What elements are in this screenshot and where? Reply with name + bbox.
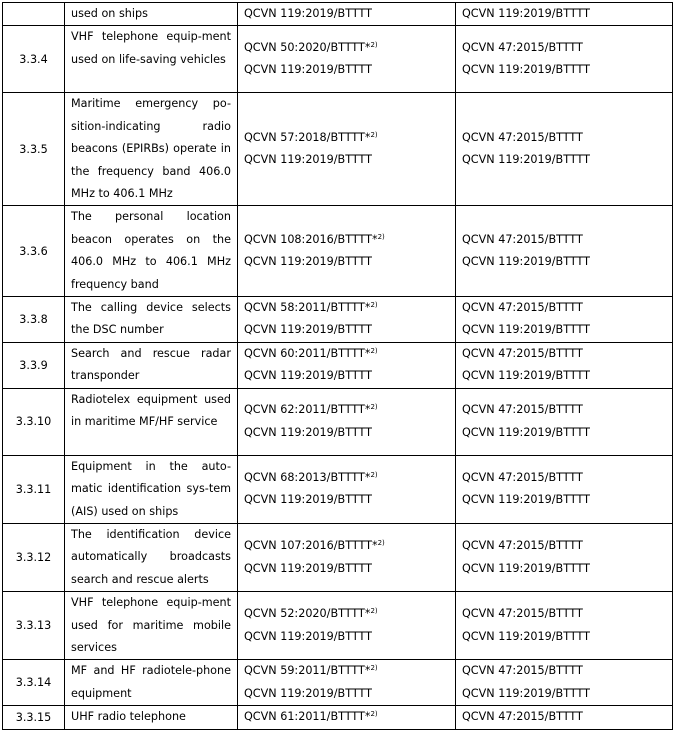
table-row (3, 523, 673, 591)
standard-code (462, 59, 672, 81)
standard-code (244, 59, 455, 81)
table-row (3, 3, 673, 26)
standard-code (244, 319, 455, 341)
clause-number: 3.3.12 (3, 523, 65, 591)
standard-code (244, 626, 455, 648)
standard-code (244, 683, 455, 705)
standard-code-text: QCVN 119:2019/BTTTT (462, 323, 590, 337)
standard-code-text: QCVN 119:2019/BTTTT (462, 493, 590, 507)
standard-code-text: QCVN 50:2020/BTTTT* (244, 41, 371, 54)
standards-table-body (3, 3, 673, 730)
standard-code (244, 489, 455, 511)
standard-code-text: QCVN 119:2019/BTTTT (244, 629, 372, 643)
equipment-description: Equipment in the auto-matic identification sys-tem (AIS) used on ships (65, 455, 238, 523)
footnote-mark: 2) (370, 403, 378, 412)
reference-standard-cell (456, 523, 673, 591)
standard-code (462, 683, 672, 705)
standard-code-text: QCVN 57:2018/BTTTT* (244, 131, 371, 145)
standard-code (462, 365, 672, 387)
standard-code-text: QCVN 58:2011/BTTTT* (244, 301, 371, 315)
table-row (3, 388, 673, 455)
footnote-mark: 2) (370, 710, 378, 719)
equipment-description: The identification device automatically broadcasts search and rescue alerts (65, 523, 238, 591)
table-row (3, 342, 673, 388)
standard-code (244, 660, 455, 682)
standard-code-text: QCVN 119:2019/BTTTT (462, 425, 590, 439)
standard-code (462, 399, 672, 421)
standard-code-text: QCVN 119:2019/BTTTT (244, 255, 372, 269)
clause-number: 3.3.13 (3, 592, 65, 660)
standard-code-text: QCVN 119:2019/BTTTT (244, 425, 372, 439)
applicable-standard-cell (238, 660, 456, 706)
standard-code-text: QCVN 119:2019/BTTTT (244, 369, 372, 383)
standard-code (244, 365, 455, 387)
clause-number: 3.3.5 (3, 93, 65, 206)
standard-code-text: QCVN 47:2015/BTTTT (462, 710, 583, 724)
standard-code (244, 706, 455, 728)
footnote-mark: 2) (377, 232, 385, 241)
standard-code (462, 626, 672, 648)
equipment-description: The personal location beacon operates on the 406.0 MHz to 406.1 MHz frequency band (65, 206, 238, 297)
standard-code (244, 229, 455, 251)
standard-code-text: QCVN 107:2016/BTTTT* (244, 539, 378, 553)
footnote-mark: 2) (370, 470, 378, 479)
applicable-standard-cell (238, 26, 456, 93)
standard-code (244, 603, 455, 625)
standard-code-text: QCVN 47:2015/BTTTT (462, 41, 583, 54)
standard-code (244, 558, 455, 580)
clause-number: 3.3.4 (3, 26, 65, 93)
standard-code-text: QCVN 47:2015/BTTTT (462, 232, 583, 246)
standard-code-text: QCVN 47:2015/BTTTT (462, 539, 583, 553)
reference-standard-cell (456, 388, 673, 455)
standard-code-text: QCVN 119:2019/BTTTT (462, 153, 590, 167)
standard-code (244, 399, 455, 421)
standard-code-text: QCVN 119:2019/BTTTT (462, 7, 590, 20)
equipment-description: Radiotelex equipment used in maritime MF/HF service (65, 388, 238, 455)
standard-code (462, 319, 672, 341)
standard-code-text: QCVN 119:2019/BTTTT (244, 493, 372, 507)
applicable-standard-cell (238, 342, 456, 388)
equipment-description: Maritime emergency po-sition-indicating radio beacons (EPIRBs) operate in the frequency band 406.0 MHz to 406.1 MHz (65, 93, 238, 206)
reference-standard-cell (456, 455, 673, 523)
clause-number: 3.3.9 (3, 342, 65, 388)
table-row (3, 26, 673, 93)
standard-code (462, 467, 672, 489)
standard-code (244, 251, 455, 273)
applicable-standard-cell (238, 93, 456, 206)
clause-number: 3.3.8 (3, 297, 65, 343)
standard-code-text: QCVN 119:2019/BTTTT (244, 686, 372, 700)
standard-code-text: QCVN 119:2019/BTTTT (244, 7, 372, 20)
standard-code-text: QCVN 108:2016/BTTTT* (244, 232, 378, 246)
standard-code-text: QCVN 47:2015/BTTTT (462, 403, 583, 417)
standard-code (462, 229, 672, 251)
standard-code (244, 535, 455, 557)
standard-code-text: QCVN 119:2019/BTTTT (244, 561, 372, 575)
standard-code-text: QCVN 119:2019/BTTTT (462, 561, 590, 575)
standard-code-text: QCVN 119:2019/BTTTT (462, 63, 590, 77)
standard-code-text: QCVN 119:2019/BTTTT (462, 629, 590, 643)
standard-code-text: QCVN 119:2019/BTTTT (244, 153, 372, 167)
standard-code (462, 660, 672, 682)
reference-standard-cell (456, 297, 673, 343)
standard-code (462, 422, 672, 444)
standard-code (462, 149, 672, 171)
standard-code-text: QCVN 119:2019/BTTTT (244, 323, 372, 337)
applicable-standard-cell (238, 455, 456, 523)
standard-code-text: QCVN 47:2015/BTTTT (462, 470, 583, 484)
standard-code (244, 3, 455, 25)
standard-code (244, 297, 455, 319)
equipment-description: VHF telephone equip-ment used on life-saving vehicles (65, 26, 238, 93)
table-row (3, 660, 673, 706)
standard-code-text: QCVN 119:2019/BTTTT (462, 369, 590, 383)
equipment-description: MF and HF radiotele-phone equipment (65, 660, 238, 706)
clause-number: 3.3.6 (3, 206, 65, 297)
standard-code-text: QCVN 62:2011/BTTTT* (244, 403, 371, 417)
reference-standard-cell (456, 26, 673, 93)
reference-standard-cell (456, 342, 673, 388)
footnote-mark: 2) (370, 607, 378, 616)
applicable-standard-cell (238, 706, 456, 729)
applicable-standard-cell (238, 388, 456, 455)
table-row (3, 455, 673, 523)
reference-standard-cell (456, 706, 673, 729)
clause-number (3, 3, 65, 26)
table-row (3, 706, 673, 729)
applicable-standard-cell (238, 592, 456, 660)
standard-code (462, 251, 672, 273)
equipment-description: The calling device selects the DSC number (65, 297, 238, 343)
clause-number: 3.3.11 (3, 455, 65, 523)
standard-code-text: QCVN 47:2015/BTTTT (462, 301, 583, 315)
table-row (3, 206, 673, 297)
equipment-description: Search and rescue radar transponder (65, 342, 238, 388)
footnote-mark: 2) (370, 301, 378, 310)
standard-code (244, 37, 455, 59)
footnote-mark: 2) (370, 346, 378, 355)
standard-code (462, 603, 672, 625)
standard-code (244, 422, 455, 444)
standard-code (244, 467, 455, 489)
footnote-mark: 2) (370, 131, 378, 140)
standard-code (462, 706, 672, 728)
standard-code (462, 489, 672, 511)
footnote-mark: 2) (370, 664, 378, 673)
standard-code-text: QCVN 59:2011/BTTTT* (244, 664, 371, 678)
applicable-standard-cell (238, 3, 456, 26)
standard-code-text: QCVN 47:2015/BTTTT (462, 346, 583, 360)
table-row (3, 592, 673, 660)
standard-code-text: QCVN 61:2011/BTTTT* (244, 710, 371, 724)
standard-code (462, 127, 672, 149)
standard-code (462, 297, 672, 319)
standard-code-text: QCVN 52:2020/BTTTT* (244, 607, 371, 621)
applicable-standard-cell (238, 297, 456, 343)
applicable-standard-cell (238, 206, 456, 297)
standard-code (462, 343, 672, 365)
standard-code (244, 149, 455, 171)
standard-code-text: QCVN 119:2019/BTTTT (462, 255, 590, 269)
table-row (3, 93, 673, 206)
standard-code-text: QCVN 47:2015/BTTTT (462, 607, 583, 621)
reference-standard-cell (456, 3, 673, 26)
standard-code-text: QCVN 47:2015/BTTTT (462, 131, 583, 145)
standard-code (462, 558, 672, 580)
table-row (3, 297, 673, 343)
standard-code-text: QCVN 119:2019/BTTTT (244, 63, 372, 77)
reference-standard-cell (456, 206, 673, 297)
reference-standard-cell (456, 660, 673, 706)
equipment-description: VHF telephone equip-ment used for maritime mobile services (65, 592, 238, 660)
clause-number: 3.3.10 (3, 388, 65, 455)
standard-code (462, 3, 672, 25)
standard-code-text: QCVN 60:2011/BTTTT* (244, 346, 371, 360)
applicable-standard-cell (238, 523, 456, 591)
footnote-mark: 2) (377, 539, 385, 548)
standard-code (462, 535, 672, 557)
equipment-description: UHF radio telephone (65, 706, 238, 729)
standard-code (244, 127, 455, 149)
clause-number: 3.3.14 (3, 660, 65, 706)
standard-code (244, 343, 455, 365)
standard-code-text: QCVN 119:2019/BTTTT (462, 686, 590, 700)
standard-code (462, 37, 672, 59)
standards-table (2, 2, 673, 730)
standard-code-text: QCVN 68:2013/BTTTT* (244, 470, 371, 484)
clause-number: 3.3.15 (3, 706, 65, 729)
equipment-description: used on ships (65, 3, 238, 26)
reference-standard-cell (456, 93, 673, 206)
standard-code-text: QCVN 47:2015/BTTTT (462, 664, 583, 678)
footnote-mark: 2) (370, 41, 378, 49)
reference-standard-cell (456, 592, 673, 660)
